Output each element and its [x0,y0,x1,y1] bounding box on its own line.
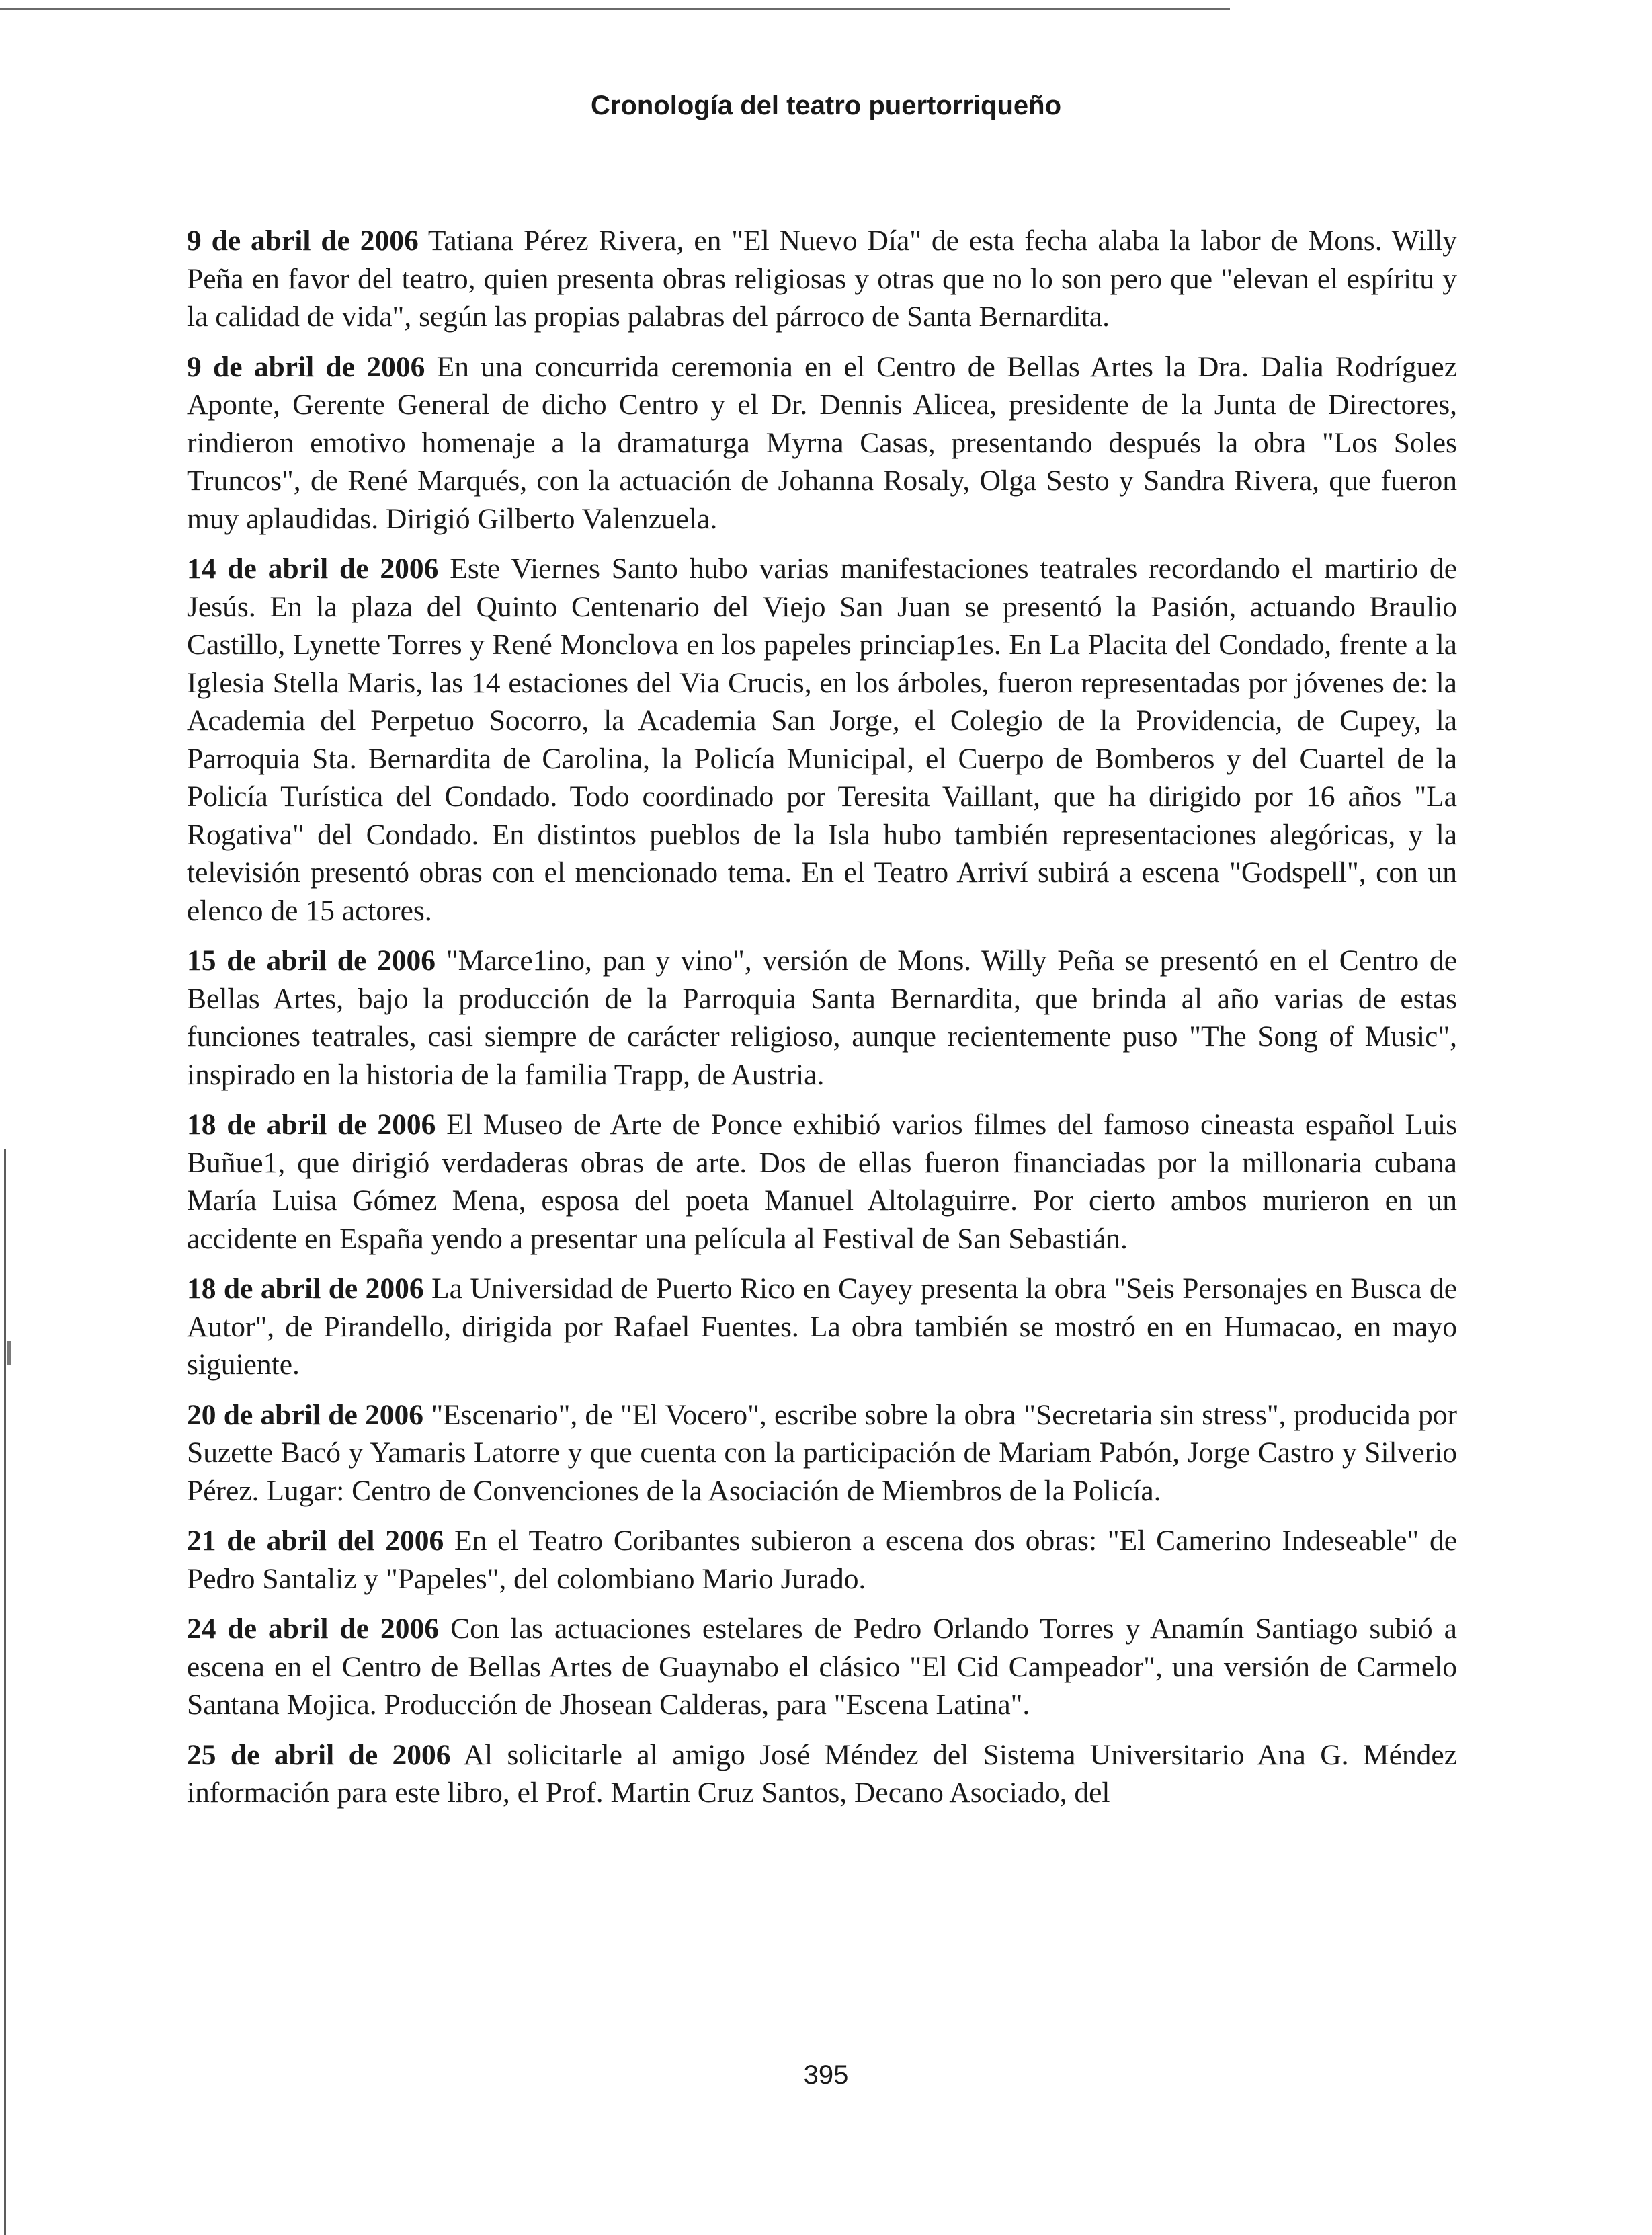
entry-text: Este Viernes Santo hubo varias manifestaciones teatrales recordando el martirio de Jesús. En la plaza del Quinto Centenario del Viejo San Juan se presentó la Pasión, actuando Braulio Castillo, Lynette Torres y René Monclova en los papeles princiap1es. En La Placita del Condado, frente a la Iglesia Stella Maris, las 14 estaciones del Via Crucis, en los árboles, fueron representadas por jóvenes de: la Academia del Perpetuo Socorro, la Academia San Jorge, el Colegio de la Providencia, de Cupey, la Parroquia Sta. Bernardita de Carolina, la Policía Municipal, el Cuerpo de Bomberos y del Cuartel de la Policía Turística del Condado. Todo coordinado por Teresita Vaillant, que ha dirigido por 16 años "La Rogativa" del Condado. En distintos pueblos de la Isla hubo también representaciones alegóricas, y la televisión presentó obras con el mencionado tema. En el Teatro Arriví subirá a escena "Godspell", con un elenco de 15 actores. [187,553,1457,927]
entry-text: En una concurrida ceremonia en el Centro de Bellas Artes la Dra. Dalia Rodríguez Aponte, Gerente General de dicho Centro y el Dr. Dennis Alicea, presidente de la Junta de Directores, rindieron emotivo homenaje a la dramaturga Myrna Casas, presentando después la obra "Los Soles Truncos", de René Marqués, con la actuación de Johanna Rosaly, Olga Sesto y Sandra Rivera, que fueron muy aplaudidas. Dirigió Gilberto Valenzuela. [187,350,1458,535]
entry [187,1736,1457,1812]
entry-date: 18 de abril de 2006 [187,1272,424,1305]
entry [187,550,1457,930]
entry [187,222,1457,336]
entry [187,1522,1457,1598]
page-number: 395 [803,2060,849,2090]
entry-date: 20 de abril de 2006 [187,1398,424,1431]
entry [187,1106,1457,1258]
entry-date: 21 de abril del 2006 [187,1525,444,1557]
page-header-title: Cronología del teatro puertorriqueño [590,91,1062,120]
entry-date: 18 de abril de 2006 [187,1108,436,1141]
entry-text: El Museo de Arte de Ponce exhibió varios filmes del famoso cineasta español Luis Buñue1, que dirigió verdaderas obras de arte. Dos de ellas fueron financiadas por la millonaria cubana María Luisa Gómez Mena, esposa del poeta Manuel Altolaguirre. Por cierto ambos murieron en un accidente en España yendo a presentar una película al Festival de San Sebastián. [187,1108,1457,1255]
entry-text: Con las actuaciones estelares de Pedro Orlando Torres y Anamín Santiago subió a escena en el Centro de Bellas Artes de Guaynabo el clásico "El Cid Campeador", una versión de Carmelo Santana Mojica. Producción de Jhosean Calderas, para "Escena Latina". [187,1613,1457,1721]
scan-edge-tick [7,1341,11,1365]
entry-text: Al solicitarle al amigo José Méndez del Sistema Universitario Ana G. Méndez información para este libro, el Prof. Martin Cruz Santos, Decano Asociado, del [187,1738,1457,1809]
entry [187,1270,1457,1384]
entry-text: En el Teatro Coribantes subieron a escena dos obras: "El Camerino Indeseable" de Pedro Santaliz y "Papeles", del colombiano Mario Jurado. [187,1525,1458,1595]
scan-edge-line [4,1149,6,2235]
entry-date: 15 de abril de 2006 [187,944,436,977]
entry-date: 9 de abril de 2006 [187,350,425,383]
entry [187,1610,1457,1724]
entry-text: La Universidad de Puerto Rico en Cayey presenta la obra "Seis Personajes en Busca de Autor", de Pirandello, dirigida por Rafael Fuentes. La obra también se mostró en en Humacao, en mayo siguiente. [187,1272,1458,1381]
entry [187,1396,1457,1510]
entry-date: 9 de abril de 2006 [187,225,419,257]
chronology-body [187,222,1457,1824]
entry [187,942,1457,1094]
entry-date: 14 de abril de 2006 [187,553,439,585]
top-rule [0,8,1230,10]
entry-text: "Escenario", de "El Vocero", escribe sobre la obra "Secretaria sin stress", producida por Suzette Bacó y Yamaris Latorre y que cuenta con la participación de Mariam Pabón, Jorge Castro y Silverio Pérez. Lugar: Centro de Convenciones de la Asociación de Miembros de la Policía. [187,1398,1457,1507]
entry-text: "Marce1ino, pan y vino", versión de Mons. Willy Peña se presentó en el Centro de Bellas Artes, bajo la producción de la Parroquia Santa Bernardita, que brinda al año varias de estas funciones teatrales, casi siempre de carácter religioso, aunque recientemente puso "The Song of Music", inspirado en la historia de la familia Trapp, de Austria. [187,944,1458,1091]
entry-date: 25 de abril de 2006 [187,1738,451,1771]
entry [187,348,1457,538]
entry-text: Tatiana Pérez Rivera, en "El Nuevo Día" de esta fecha alaba la labor de Mons. Willy Peña en favor del teatro, quien presenta obras religiosas y otras que no lo son pero que "elevan el espíritu y la calidad de vida", según las propias palabras del párroco de Santa Bernardita. [187,225,1458,333]
entry-date: 24 de abril de 2006 [187,1613,440,1645]
